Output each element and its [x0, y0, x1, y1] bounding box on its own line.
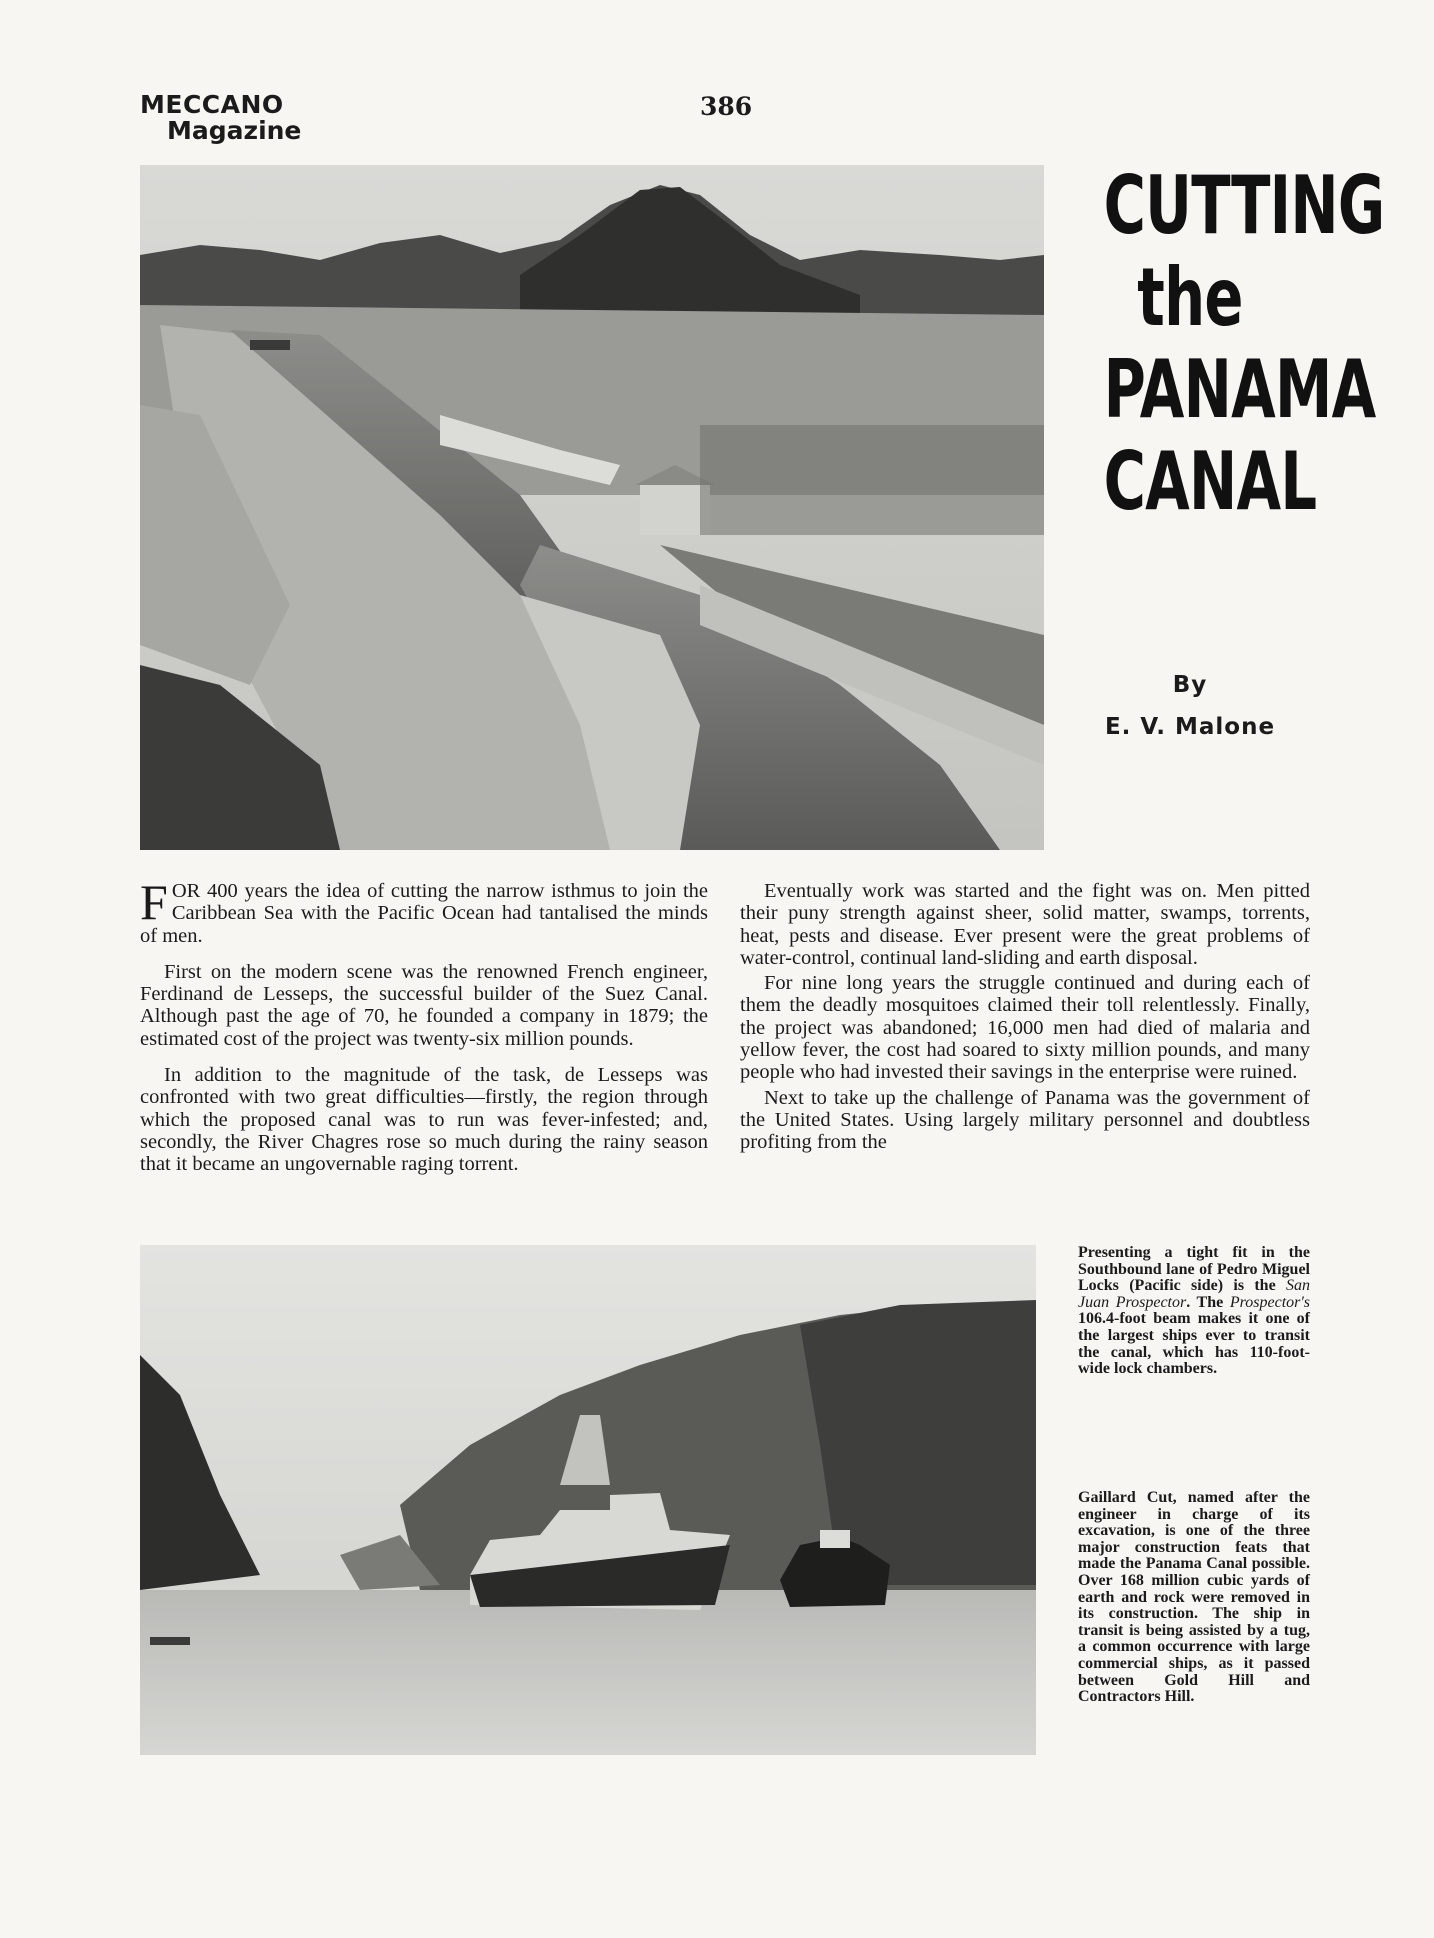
paragraph-text: OR 400 years the idea of cutting the narrow isthmus to join the Caribbean Sea with the Pacific Ocean had tantalised the minds of men.	[140, 880, 708, 947]
title-line4: CANAL	[1103, 435, 1317, 528]
title-line1: CUTTING	[1103, 159, 1385, 252]
caption-text: 106.4-foot beam makes it one of the largest ships ever to transit the canal, which has 110-foot-wide lock chambers.	[1078, 1310, 1310, 1378]
caption-text: Presenting a tight fit in the Southbound lane of Pedro Miguel Locks (Pacific side) is the	[1078, 1244, 1310, 1295]
byline-author: E. V. Malone	[1104, 714, 1276, 740]
photo-caption-2: Gaillard Cut, named after the engineer in charge of its excavation, is one of the three major construction feats that made the Panama Canal possible. Over 168 million cubic yards of earth and rock were removed in its construction. The ship in transit is being assisted by a tug, a common occurrence with large commercial ships, as it passed between Gold Hill and Contractors Hill.	[1078, 1489, 1310, 1706]
photo-caption-1	[1078, 1245, 1310, 1378]
photo-gaillard-cut	[140, 1245, 1036, 1755]
article-title	[1103, 159, 1385, 528]
ship-name: San Juan Prospector	[1078, 1277, 1310, 1311]
paragraph: First on the modern scene was the renowned French engineer, Ferdinand de Lesseps, the successful builder of the Suez Canal. Although past the age of 70, he founded a company in 1879; the estimated cost of the project was twenty-six million pounds.	[140, 960, 708, 1050]
paragraph	[140, 874, 708, 947]
masthead-line2: Magazine	[167, 116, 302, 146]
title-line2: the	[1137, 251, 1243, 344]
article-column-1	[140, 874, 708, 1190]
byline-by: By	[1172, 672, 1208, 698]
byline	[1090, 672, 1290, 740]
paragraph: For nine long years the struggle continued and during each of them the deadly mosquitoes claimed their toll relentlessly. Finally, the project was abandoned; 16,000 men had died of malaria and yellow fever, the cost had soared to sixty million pounds, and many people who had invested their savings in the enterprise were ruined.	[740, 972, 1310, 1084]
masthead	[140, 92, 301, 145]
paragraph: Next to take up the challenge of Panama was the government of the United States. Using largely military personnel and doubtless profiting from the	[740, 1086, 1310, 1154]
masthead-line1: MECCANO	[140, 90, 284, 119]
paragraph: In addition to the magnitude of the task, de Lesseps was confronted with two great difficulties—firstly, the region through which the proposed canal was to run was fever-infested; and, secondly, the River Chagres rose so much during the rainy season that it became an ungovernable raging torrent.	[140, 1064, 708, 1176]
caption-text: . The	[1186, 1293, 1230, 1311]
drop-cap: F	[140, 874, 168, 930]
title-line3: PANAMA	[1103, 343, 1376, 436]
page-number: 386	[700, 92, 753, 121]
article-column-2	[740, 880, 1310, 1157]
ship-name: Prospector's	[1229, 1293, 1311, 1311]
photo-pedro-miguel-locks	[140, 165, 1044, 850]
paragraph: Eventually work was started and the fight was on. Men pitted their puny strength against sheer, solid matter, swamps, torrents, heat, pests and disease. Ever present were the great problems of water-control, continual land-sliding and earth disposal.	[740, 880, 1310, 969]
